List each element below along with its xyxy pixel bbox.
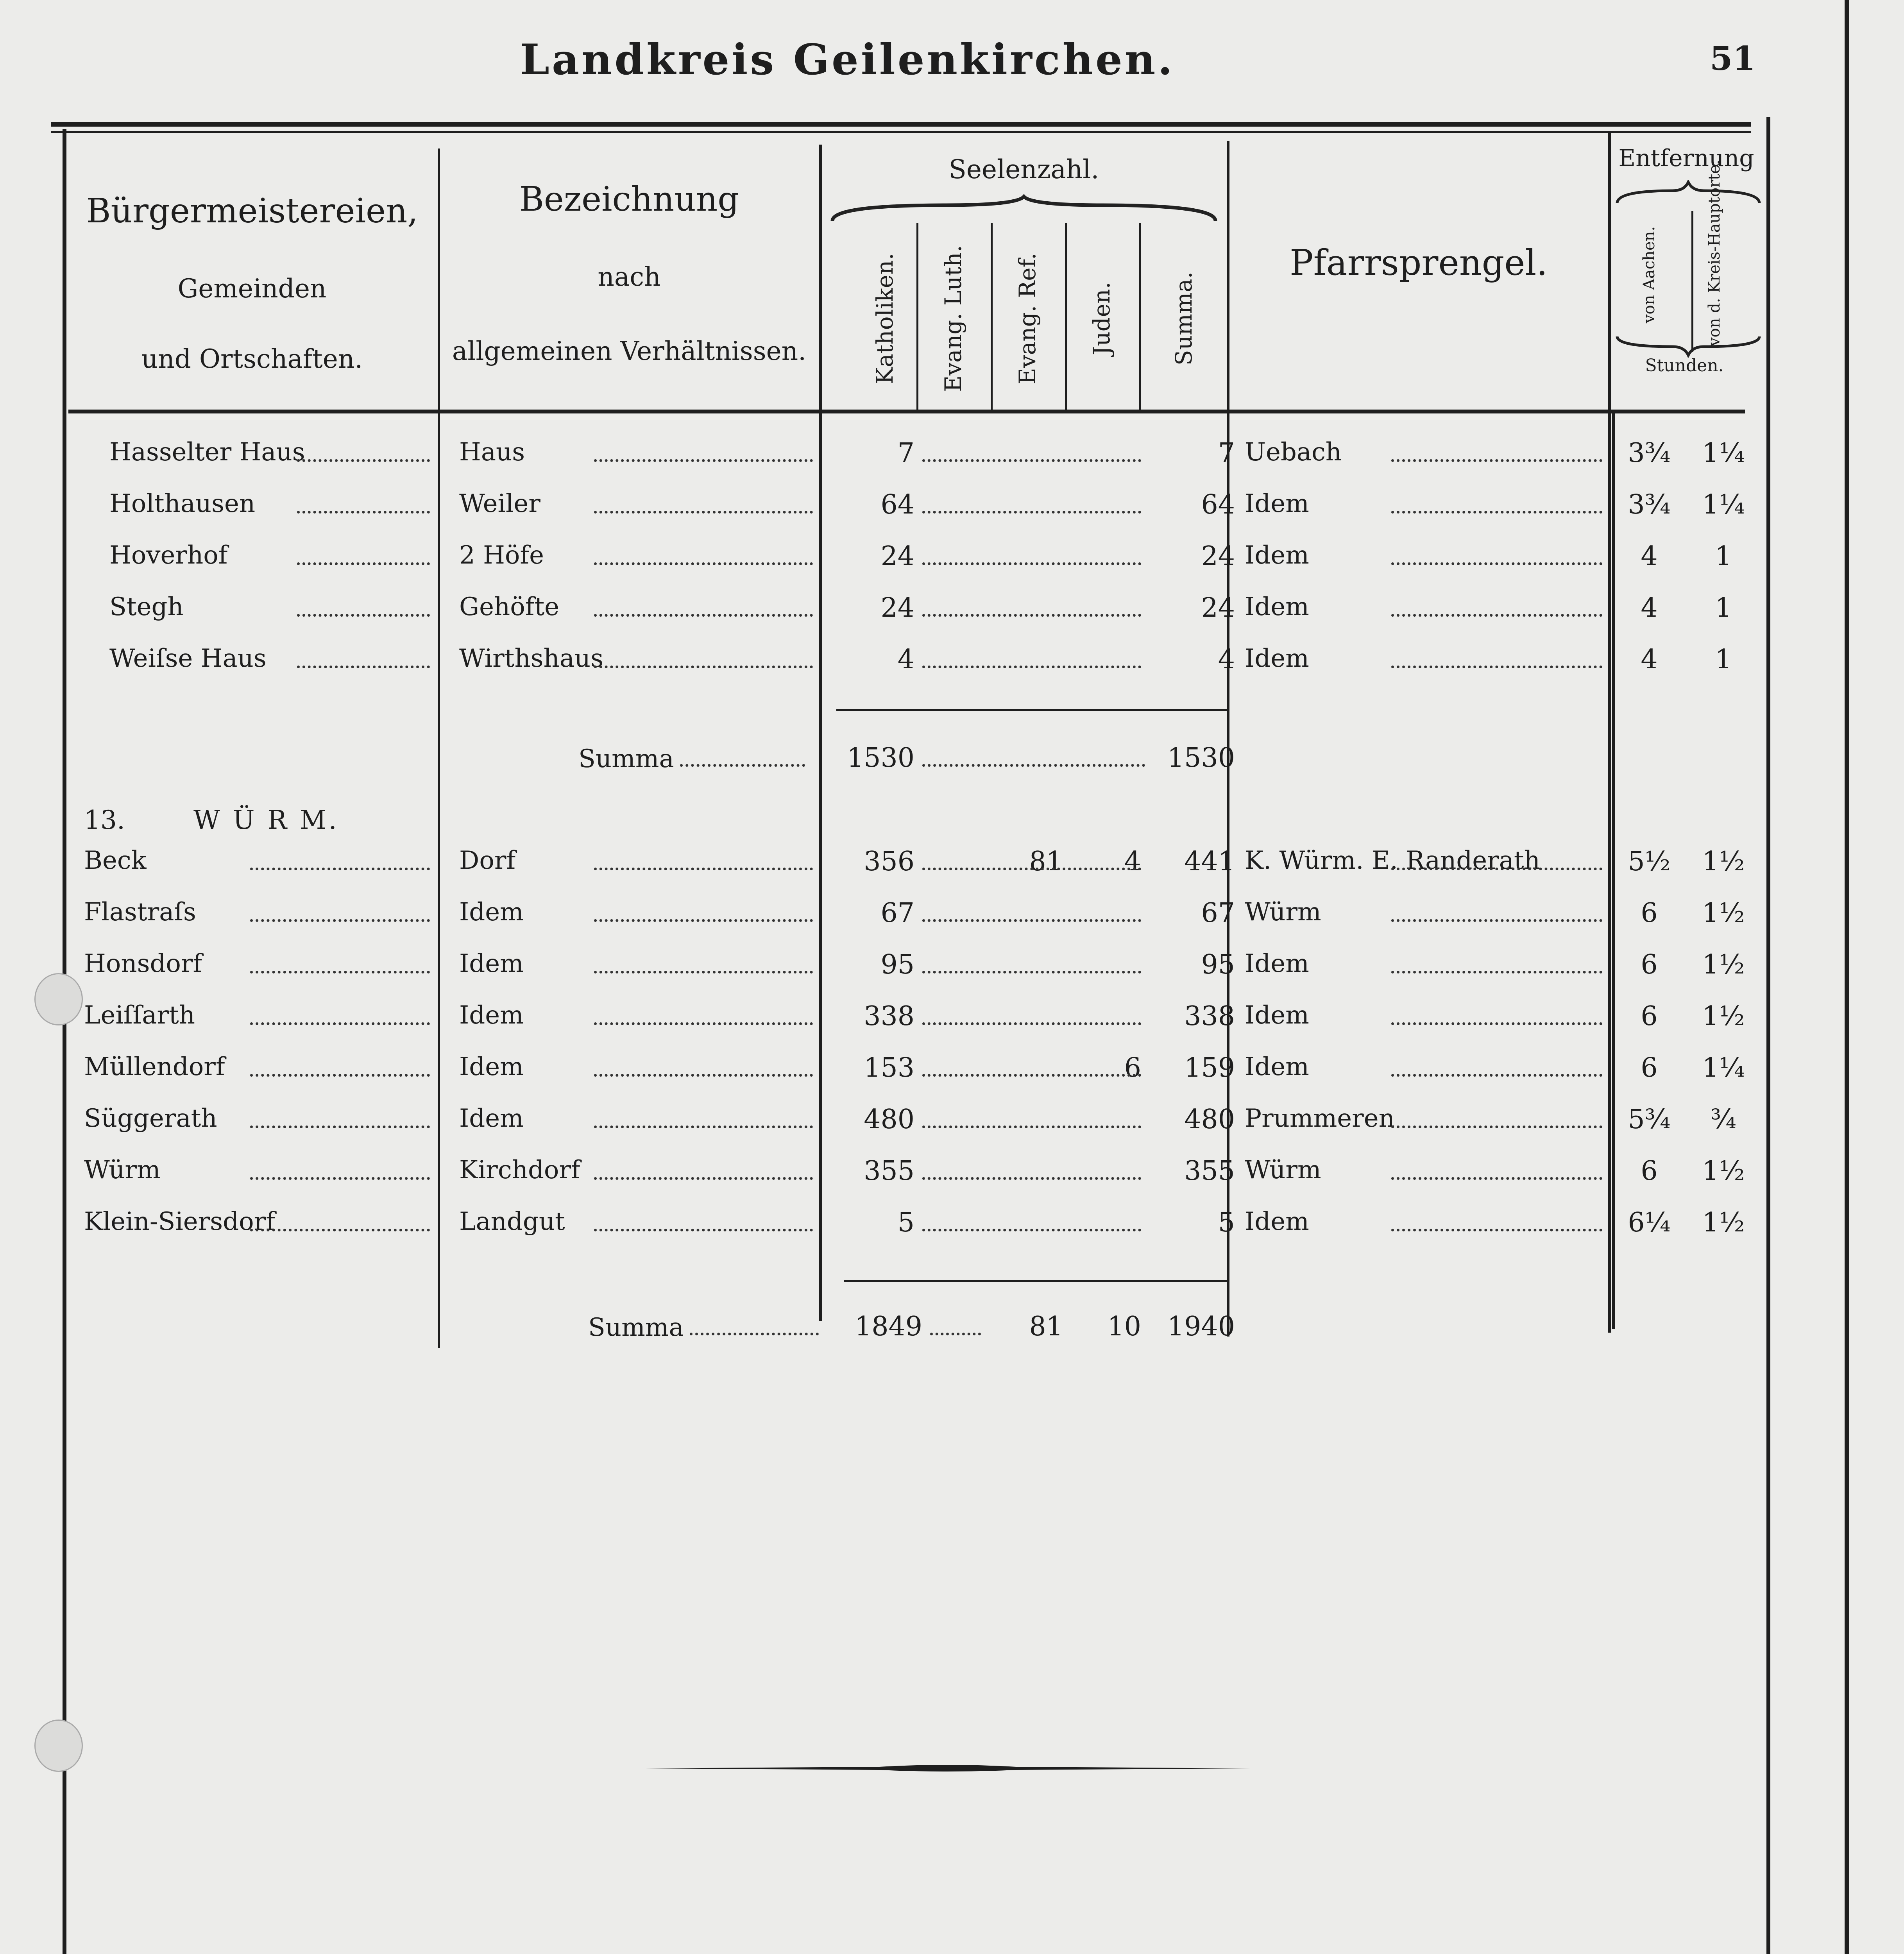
table-top-rule-thin (51, 131, 1751, 133)
header-pfarrsprengel: Pfarrsprengel. (1290, 242, 1548, 283)
row-pfarrsprengel: Idem (1245, 1001, 1309, 1030)
divider-entf-body (1612, 410, 1615, 1329)
row-von-kreis: 1 (1715, 541, 1732, 572)
row-pfarrsprengel: Idem (1245, 1207, 1309, 1236)
row-summa: 480 (1184, 1104, 1235, 1135)
row-katholiken: 24 (880, 592, 914, 623)
row-von-kreis: 1½ (1702, 1001, 1745, 1032)
row-bezeichnung: Kirchdorf (459, 1156, 580, 1185)
sum2-rule (844, 1280, 1227, 1282)
leader-dots (297, 562, 430, 565)
row-summa: 355 (1184, 1156, 1235, 1186)
divider-jud (1139, 223, 1141, 410)
leader-dots (1391, 459, 1602, 462)
row-name: Holthausen (109, 489, 256, 518)
row-juden: 4 (1124, 846, 1141, 877)
header-katholiken: Katholiken. (871, 253, 898, 384)
header-buergermeistereien: Bürgermeistereien, (86, 191, 418, 231)
header-gemeinden: Gemeinden (177, 274, 327, 304)
row-summa: 441 (1184, 846, 1235, 877)
row-katholiken: 338 (864, 1001, 914, 1032)
leader-dots (1391, 1126, 1602, 1128)
row-von-kreis: 1½ (1702, 1156, 1745, 1186)
row-name: Hasselter Haus (109, 438, 305, 467)
leader-dots (594, 1126, 813, 1128)
row-von-aachen: 6 (1641, 1052, 1658, 1083)
row-summa: 338 (1184, 1001, 1235, 1032)
leader-dots (297, 459, 430, 462)
leader-dots (922, 1074, 1141, 1077)
stunden-brace (1614, 334, 1763, 358)
row-katholiken: 480 (864, 1104, 914, 1135)
binder-hole-bottom (34, 1720, 83, 1772)
leader-dots (250, 1074, 430, 1077)
row-summa: 159 (1184, 1052, 1235, 1083)
sum1-sum: 1530 (1167, 743, 1235, 773)
header-ortschaften: und Ortschaften. (141, 344, 363, 374)
row-von-aachen: 6 (1641, 1156, 1658, 1186)
leader-dots (1391, 1229, 1602, 1231)
row-pfarrsprengel: K. Würm. E. Randerath (1245, 846, 1540, 875)
row-von-kreis: 1½ (1702, 949, 1745, 980)
sum1-label: Summa (578, 744, 674, 773)
leader-dots (297, 511, 430, 514)
closing-ornament-rule (645, 1761, 1251, 1776)
row-katholiken: 95 (880, 949, 914, 980)
sum1-kath: 1530 (846, 743, 914, 773)
row-name: Leiſſarth (84, 1001, 195, 1030)
row-pfarrsprengel: Uebach (1245, 438, 1342, 467)
header-juden: Juden. (1088, 282, 1115, 355)
leader-dots (922, 1126, 1141, 1128)
header-stunden: Stunden. (1645, 356, 1724, 376)
leader-dots (922, 562, 1141, 565)
leader-dots (594, 1022, 813, 1025)
leader-dots (250, 971, 430, 973)
leader-dots (922, 511, 1141, 514)
row-von-aachen: 5½ (1628, 846, 1671, 877)
header-seelenzahl: Seelenzahl. (948, 154, 1099, 184)
row-von-kreis: 1¼ (1702, 1052, 1745, 1083)
row-von-aachen: 4 (1641, 644, 1658, 675)
row-summa: 64 (1201, 489, 1235, 520)
header-bezeichnung: Bezeichnung (519, 180, 739, 219)
row-bezeichnung: Idem (459, 949, 524, 978)
row-bezeichnung: Landgut (459, 1207, 565, 1236)
leader-dots (594, 562, 813, 565)
leader-dots (594, 666, 813, 668)
leader-dots (594, 1229, 813, 1231)
row-pfarrsprengel: Würm (1245, 898, 1321, 927)
row-pfarrsprengel: Idem (1245, 644, 1309, 673)
row-name: Süggerath (84, 1104, 217, 1133)
row-katholiken: 64 (880, 489, 914, 520)
leader-dots (594, 1177, 813, 1180)
header-summa: Summa. (1170, 271, 1197, 366)
leader-dots (1391, 1022, 1602, 1025)
leader-dots (594, 614, 813, 617)
row-von-kreis: 1¼ (1702, 489, 1745, 520)
leader-dots (1391, 562, 1602, 565)
sum2-kath: 1849 (854, 1311, 922, 1342)
sum2-ref: 81 (1029, 1311, 1063, 1342)
row-von-kreis: 1 (1715, 592, 1732, 623)
row-von-aachen: 4 (1641, 541, 1658, 572)
leader-dots (922, 1177, 1141, 1180)
table-left-border (63, 129, 66, 1954)
row-von-kreis: 1¼ (1702, 438, 1745, 469)
row-summa: 24 (1201, 592, 1235, 623)
leader-dots (250, 1229, 430, 1231)
leader-dots (594, 971, 813, 973)
leader-dots (922, 614, 1141, 617)
leader-dots (594, 868, 813, 870)
header-evang-ref: Evang. Ref. (1014, 252, 1041, 385)
leader-dots (922, 868, 1141, 870)
row-bezeichnung: 2 Höfe (459, 541, 544, 570)
row-von-kreis: 1½ (1702, 898, 1745, 929)
row-juden: 6 (1124, 1052, 1141, 1083)
row-von-aachen: 3¾ (1628, 438, 1671, 469)
leader-dots (922, 459, 1141, 462)
row-katholiken: 7 (897, 438, 914, 469)
leader-dots (1391, 919, 1602, 922)
leader-dots (250, 1177, 430, 1180)
header-allgemeinen: allgemeinen Verhältnissen. (452, 336, 807, 366)
leader-dots (1391, 868, 1602, 870)
leader-dots (1391, 511, 1602, 514)
row-katholiken: 355 (864, 1156, 914, 1186)
row-von-aachen: 6 (1641, 1001, 1658, 1032)
header-von-aachen: von Aachen. (1640, 226, 1658, 324)
leader-dots (1391, 1177, 1602, 1180)
row-summa: 67 (1201, 898, 1235, 929)
row-summa: 95 (1201, 949, 1235, 980)
leader-dots (1391, 614, 1602, 617)
row-von-aachen: 6 (1641, 898, 1658, 929)
leader-dots (250, 1126, 430, 1128)
row-von-kreis: 1 (1715, 644, 1732, 675)
leader-dots (922, 971, 1141, 973)
leader-dots (594, 511, 813, 514)
row-evang-ref: 81 (1029, 846, 1063, 877)
sum2-leader-b (930, 1333, 981, 1335)
sum1-leader-b (922, 764, 1145, 767)
row-summa: 24 (1201, 541, 1235, 572)
header-evang-luth: Evang. Luth. (940, 245, 966, 392)
leader-dots (922, 666, 1141, 668)
sum2-sum: 1940 (1167, 1311, 1235, 1342)
row-summa: 4 (1218, 644, 1235, 675)
sum1-leader (680, 764, 805, 767)
divider-col2 (819, 145, 822, 1321)
row-name: Honsdorf (84, 949, 202, 978)
row-von-kreis: ¾ (1711, 1104, 1736, 1135)
row-pfarrsprengel: Idem (1245, 541, 1309, 570)
section2-number: 13. (84, 805, 125, 835)
row-katholiken: 24 (880, 541, 914, 572)
row-von-aachen: 4 (1641, 592, 1658, 623)
row-bezeichnung: Idem (459, 898, 524, 927)
leader-dots (1391, 1074, 1602, 1077)
section2-name: W Ü R M. (193, 805, 339, 835)
divider-luth (991, 223, 993, 410)
row-summa: 5 (1218, 1207, 1235, 1238)
leader-dots (594, 919, 813, 922)
sum1-rule (836, 709, 1227, 711)
row-summa: 7 (1218, 438, 1235, 469)
page-right-edge (1845, 0, 1849, 1954)
row-katholiken: 153 (864, 1052, 914, 1083)
divider-pfarr (1608, 133, 1611, 1333)
row-name: Weiſse Haus (109, 644, 267, 673)
seelenzahl-brace (829, 193, 1219, 225)
leader-dots (922, 1229, 1141, 1231)
row-name: Hoverhof (109, 541, 228, 570)
leader-dots (250, 1022, 430, 1025)
leader-dots (250, 919, 430, 922)
row-bezeichnung: Weiler (459, 489, 540, 518)
sum2-leader (690, 1333, 819, 1335)
header-bottom-rule (68, 410, 1745, 413)
entfernung-brace (1614, 180, 1763, 207)
row-pfarrsprengel: Prummeren (1245, 1104, 1395, 1133)
row-katholiken: 356 (864, 846, 914, 877)
row-name: Flastraſs (84, 898, 196, 927)
divider-ref (1065, 223, 1067, 410)
row-pfarrsprengel: Idem (1245, 489, 1309, 518)
row-name: Klein-Siersdorf (84, 1207, 275, 1236)
row-bezeichnung: Idem (459, 1001, 524, 1030)
row-pfarrsprengel: Idem (1245, 949, 1309, 978)
page-title: Landkreis Geilenkirchen. (520, 35, 1175, 84)
row-name: Beck (84, 846, 147, 875)
row-bezeichnung: Haus (459, 438, 525, 467)
leader-dots (1391, 971, 1602, 973)
table-right-border (1766, 117, 1770, 1954)
header-von-kreis: von d. Kreis-Hauptorte. (1705, 159, 1723, 346)
row-bezeichnung: Wirthshaus (459, 644, 603, 673)
row-name: Müllendorf (84, 1052, 225, 1081)
row-katholiken: 5 (897, 1207, 914, 1238)
divider-entf (1691, 211, 1693, 352)
row-von-kreis: 1½ (1702, 846, 1745, 877)
sum2-label: Summa (588, 1313, 684, 1342)
leader-dots (297, 614, 430, 617)
leader-dots (297, 666, 430, 668)
header-entfernung: Entfernung (1618, 145, 1754, 172)
leader-dots (594, 1074, 813, 1077)
page-number: 51 (1710, 39, 1755, 78)
sum2-jud: 10 (1107, 1311, 1141, 1342)
row-von-aachen: 5¾ (1628, 1104, 1671, 1135)
divider-kath (916, 223, 918, 410)
binder-hole-top (34, 973, 83, 1025)
row-von-aachen: 6¼ (1628, 1207, 1671, 1238)
row-bezeichnung: Idem (459, 1052, 524, 1081)
leader-dots (594, 459, 813, 462)
row-katholiken: 67 (880, 898, 914, 929)
row-katholiken: 4 (897, 644, 914, 675)
row-von-kreis: 1½ (1702, 1207, 1745, 1238)
header-nach: nach (598, 262, 661, 292)
row-pfarrsprengel: Idem (1245, 1052, 1309, 1081)
row-bezeichnung: Gehöfte (459, 592, 560, 621)
leader-dots (922, 919, 1141, 922)
row-pfarrsprengel: Idem (1245, 592, 1309, 621)
row-name: Stegh (109, 592, 184, 621)
leader-dots (922, 1022, 1141, 1025)
table-top-rule (51, 122, 1751, 127)
leader-dots (250, 868, 430, 870)
row-name: Würm (84, 1156, 161, 1185)
row-bezeichnung: Idem (459, 1104, 524, 1133)
row-von-aachen: 6 (1641, 949, 1658, 980)
row-von-aachen: 3¾ (1628, 489, 1671, 520)
row-pfarrsprengel: Würm (1245, 1156, 1321, 1185)
leader-dots (1391, 666, 1602, 668)
row-bezeichnung: Dorf (459, 846, 516, 875)
divider-col1 (438, 149, 440, 1348)
